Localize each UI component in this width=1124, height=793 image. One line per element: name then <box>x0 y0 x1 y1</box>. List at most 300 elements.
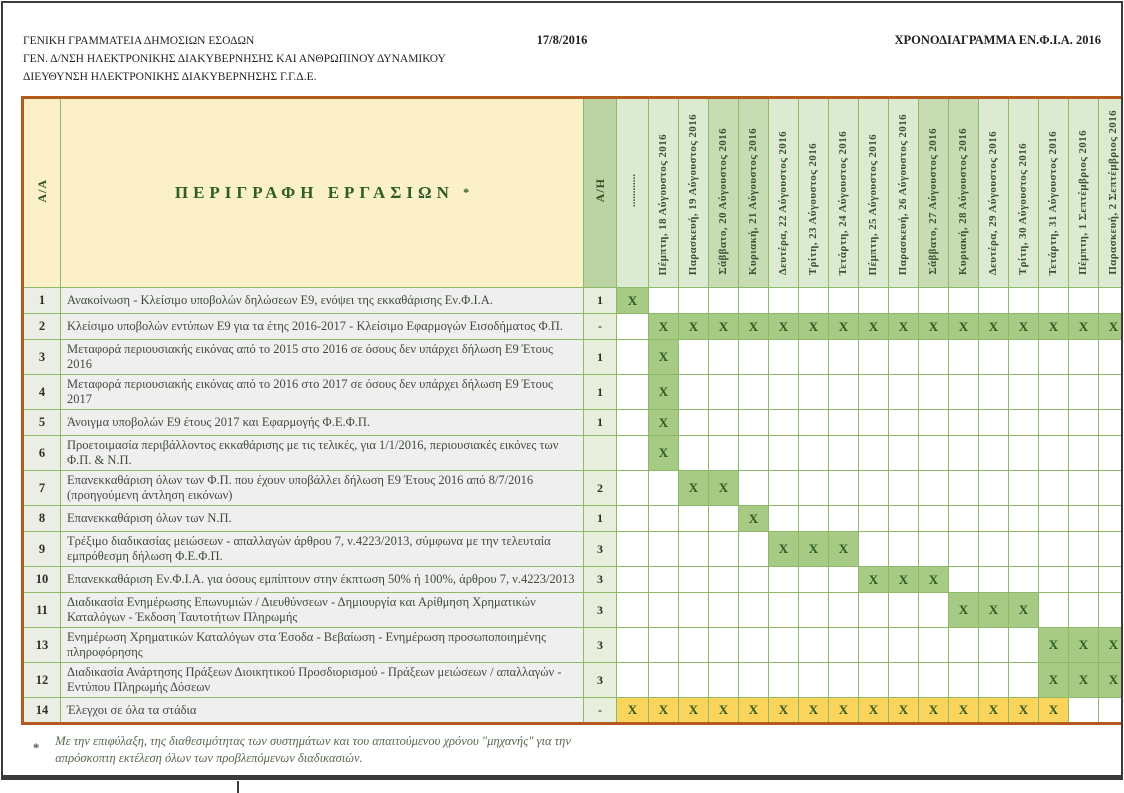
day-cell-marked: X <box>649 698 679 724</box>
day-cell-marked: X <box>949 698 979 724</box>
day-column-label: Δευτέρα, 22 Αύγουστος 2016 <box>777 130 789 275</box>
document-date: 17/8/2016 <box>536 33 588 47</box>
day-cell-marked: X <box>679 314 709 340</box>
day-column-label: Πέμπτη, 25 Αύγουστος 2016 <box>867 133 879 275</box>
day-cell <box>1009 567 1039 593</box>
day-cell <box>769 663 799 698</box>
day-cell-marked: X <box>799 532 829 567</box>
day-cell <box>739 410 769 436</box>
column-header-row <box>23 98 1124 288</box>
day-cell-marked: X <box>1039 663 1069 698</box>
day-cell-marked: X <box>919 567 949 593</box>
day-cell-marked: X <box>1009 314 1039 340</box>
document-page <box>1 1 1123 780</box>
day-cell <box>1069 532 1099 567</box>
day-cell <box>617 375 649 410</box>
day-cell <box>799 471 829 506</box>
day-cell-marked: X <box>679 471 709 506</box>
day-cell <box>709 567 739 593</box>
day-cell-marked: X <box>1099 314 1124 340</box>
task-row <box>23 628 1124 663</box>
task-row <box>23 471 1124 506</box>
day-cell <box>1099 410 1124 436</box>
day-cell <box>1099 340 1124 375</box>
day-cell <box>679 628 709 663</box>
day-cell-marked: X <box>889 567 919 593</box>
day-cell <box>859 375 889 410</box>
day-cell <box>679 506 709 532</box>
day-cell <box>1009 340 1039 375</box>
day-column-header <box>739 98 769 288</box>
day-cell <box>1009 471 1039 506</box>
day-cell <box>1009 375 1039 410</box>
day-cell <box>919 663 949 698</box>
day-cell <box>709 593 739 628</box>
day-cell <box>679 567 709 593</box>
day-cell <box>979 532 1009 567</box>
day-cell <box>1069 410 1099 436</box>
day-cell <box>919 628 949 663</box>
day-column-header <box>979 98 1009 288</box>
day-cell <box>919 471 949 506</box>
day-cell <box>829 567 859 593</box>
day-cell-marked: X <box>617 288 649 314</box>
day-cell <box>1099 436 1124 471</box>
day-cell <box>1009 628 1039 663</box>
day-cell-marked: X <box>649 410 679 436</box>
day-cell <box>617 471 649 506</box>
day-cell <box>1069 506 1099 532</box>
day-cell-marked: X <box>649 340 679 375</box>
day-cell-marked: X <box>949 314 979 340</box>
day-cell <box>859 288 889 314</box>
schedule-table <box>21 96 1123 725</box>
day-cell <box>1069 471 1099 506</box>
day-cell <box>799 628 829 663</box>
ah-cell: - <box>584 314 617 340</box>
day-column-label: Τρίτη, 30 Αύγουστος 2016 <box>1017 142 1029 275</box>
task-desc-cell: Διαδικασία Ενημέρωσης Επωνυμιών / Διευθύνσεων - Δημιουργία και Αρίθμηση Χρηματικών Καταλόγων - Έκδοση Ταυτοτήτων Πληρωμής <box>61 593 584 628</box>
task-desc-cell: Μεταφορά περιουσιακής εικόνας από το 2016 στο 2017 σε όσους δεν υπάρχει δήλωση Ε9 Έτους 2017 <box>61 375 584 410</box>
day-cell <box>1069 436 1099 471</box>
day-cell <box>739 532 769 567</box>
day-column-header <box>949 98 979 288</box>
day-cell <box>1099 506 1124 532</box>
task-desc-cell: Ενημέρωση Χρηματικών Καταλόγων στα Έσοδα - Βεβαίωση - Ενημέρωση προσωποποιημένης πληροφόρησης <box>61 628 584 663</box>
day-cell <box>949 288 979 314</box>
day-cell-marked: X <box>889 698 919 724</box>
ah-cell: 1 <box>584 288 617 314</box>
day-cell-marked: X <box>979 314 1009 340</box>
day-cell <box>769 410 799 436</box>
day-cell-marked: X <box>859 567 889 593</box>
day-cell <box>829 436 859 471</box>
task-desc-cell: Επανεκκαθάριση όλων των Φ.Π. που έχουν υποβάλλει δήλωση Ε9 Έτους 2016 από 8/7/2016 (προηγούμενη άντληση εικόνων) <box>61 471 584 506</box>
day-cell <box>679 410 709 436</box>
day-column-label: Παρασκευή, 19 Αύγουστος 2016 <box>687 113 699 275</box>
day-cell <box>919 436 949 471</box>
day-column-header <box>829 98 859 288</box>
day-cell <box>617 506 649 532</box>
ah-cell: 3 <box>584 567 617 593</box>
day-cell <box>739 628 769 663</box>
day-cell-marked: X <box>709 471 739 506</box>
day-cell-marked: X <box>829 532 859 567</box>
task-desc-cell: Μεταφορά περιουσιακής εικόνας από το 2015 στο 2016 σε όσους δεν υπάρχει δήλωση Ε9 Έτους 2016 <box>61 340 584 375</box>
day-cell-marked: X <box>889 314 919 340</box>
day-cell-marked: X <box>1099 663 1124 698</box>
day-cell <box>949 628 979 663</box>
day-cell <box>649 567 679 593</box>
day-column-label: Πέμπτη, 18 Αύγουστος 2016 <box>657 133 669 275</box>
task-row <box>23 506 1124 532</box>
day-cell <box>859 663 889 698</box>
day-cell <box>617 410 649 436</box>
ah-cell: 1 <box>584 375 617 410</box>
day-column-header <box>1039 98 1069 288</box>
day-cell <box>829 340 859 375</box>
day-cell-marked: X <box>769 314 799 340</box>
day-column-label: Κυριακή, 28 Αύγουστος 2016 <box>957 127 969 275</box>
day-column-label: Σάββατο, 20 Αύγουστος 2016 <box>717 128 729 275</box>
day-cell-marked: X <box>1039 314 1069 340</box>
day-cell <box>769 593 799 628</box>
day-cell <box>829 593 859 628</box>
day-cell-marked: X <box>979 698 1009 724</box>
day-cell <box>1039 288 1069 314</box>
day-cell <box>889 471 919 506</box>
day-cell <box>979 375 1009 410</box>
day-cell-marked: X <box>649 375 679 410</box>
day-cell <box>859 593 889 628</box>
day-cell <box>617 567 649 593</box>
day-column-header <box>649 98 679 288</box>
footnote-star: * <box>33 741 40 755</box>
day-cell <box>769 340 799 375</box>
day-cell-marked: X <box>829 314 859 340</box>
day-cell <box>679 663 709 698</box>
day-cell <box>617 532 649 567</box>
task-desc-cell: Επανεκκαθάριση Εν.Φ.Ι.Α. για όσους εμπίπτουν στην έκπτωση 50% ή 100%, άρθρου 7, ν.4223/2013 <box>61 567 584 593</box>
task-row <box>23 340 1124 375</box>
day-cell <box>709 288 739 314</box>
day-cell-marked: X <box>919 314 949 340</box>
day-cell <box>617 593 649 628</box>
task-number-cell: 12 <box>23 663 61 698</box>
day-cell-marked: X <box>1009 698 1039 724</box>
day-cell <box>739 593 769 628</box>
day-column-header <box>799 98 829 288</box>
day-cell <box>649 628 679 663</box>
task-row <box>23 532 1124 567</box>
day-column-label: Δευτέρα, 29 Αύγουστος 2016 <box>987 130 999 275</box>
dotted-column-header <box>617 98 649 288</box>
day-cell <box>1009 663 1039 698</box>
day-cell <box>709 663 739 698</box>
day-cell <box>889 340 919 375</box>
day-cell <box>919 410 949 436</box>
day-cell <box>799 288 829 314</box>
day-cell <box>617 628 649 663</box>
day-cell <box>1069 698 1099 724</box>
day-cell <box>1099 471 1124 506</box>
description-column-title <box>62 183 582 203</box>
day-cell <box>799 567 829 593</box>
footnote <box>33 733 643 767</box>
day-cell <box>949 471 979 506</box>
day-cell <box>1039 375 1069 410</box>
day-column-label: Τετάρτη, 31 Αύγουστος 2016 <box>1047 130 1059 275</box>
day-cell-marked: X <box>949 593 979 628</box>
day-cell <box>829 471 859 506</box>
day-cell <box>1039 532 1069 567</box>
day-cell <box>799 375 829 410</box>
day-cell <box>979 410 1009 436</box>
day-cell <box>949 532 979 567</box>
day-cell <box>649 663 679 698</box>
schedule-table-head <box>23 98 1124 288</box>
day-cell <box>649 288 679 314</box>
day-cell <box>1009 506 1039 532</box>
day-cell <box>1009 288 1039 314</box>
day-cell <box>949 567 979 593</box>
day-cell-marked: X <box>1039 698 1069 724</box>
schedule-table-wrap <box>21 96 1123 725</box>
day-cell <box>617 436 649 471</box>
day-cell <box>649 506 679 532</box>
task-desc-cell: Έλεγχοι σε όλα τα στάδια <box>61 698 584 724</box>
day-cell <box>889 375 919 410</box>
day-cell <box>979 471 1009 506</box>
task-row <box>23 314 1124 340</box>
day-column-header <box>769 98 799 288</box>
day-cell <box>829 375 859 410</box>
day-cell <box>919 340 949 375</box>
ah-cell: 1 <box>584 506 617 532</box>
day-cell-marked: X <box>649 436 679 471</box>
day-cell <box>679 532 709 567</box>
day-column-label: Παρασκευή, 26 Αύγουστος 2016 <box>897 113 909 275</box>
day-cell <box>679 593 709 628</box>
day-cell <box>1039 593 1069 628</box>
day-column-label: Σάββατο, 27 Αύγουστος 2016 <box>927 128 939 275</box>
day-cell <box>1099 698 1124 724</box>
task-desc-cell: Ανακοίνωση - Κλείσιμο υποβολών δηλώσεων Ε9, ενόψει της εκκαθάρισης Εν.Φ.Ι.Α. <box>61 288 584 314</box>
day-cell-marked: X <box>1009 593 1039 628</box>
day-cell <box>739 340 769 375</box>
day-cell <box>709 340 739 375</box>
letterhead-line-1: ΓΕΝΙΚΗ ΓΡΑΜΜΑΤΕΙΑ ΔΗΜΟΣΙΩΝ ΕΣΟΔΩΝ <box>23 35 255 47</box>
ah-column-label: Α/Η <box>593 178 607 203</box>
day-cell-marked: X <box>859 314 889 340</box>
day-cell-marked: X <box>799 314 829 340</box>
day-cell <box>1099 288 1124 314</box>
day-cell <box>769 375 799 410</box>
day-column-label: Πέμπτη, 1 Σεπτέμβριος 2016 <box>1077 130 1089 275</box>
task-number-cell: 13 <box>23 628 61 663</box>
day-cell <box>979 628 1009 663</box>
day-cell <box>859 340 889 375</box>
day-cell <box>889 593 919 628</box>
day-cell <box>799 663 829 698</box>
day-cell <box>919 532 949 567</box>
day-cell <box>979 340 1009 375</box>
task-desc-cell: Διαδικασία Ανάρτησης Πράξεων Διοικητικού Προσδιορισμού - Πράξεων μειώσεων / απαλλαγών - Εντύπου Πληρωμής Δόσεων <box>61 663 584 698</box>
day-cell-marked: X <box>1069 628 1099 663</box>
day-cell <box>829 506 859 532</box>
day-column-header <box>1069 98 1099 288</box>
day-cell-marked: X <box>1069 314 1099 340</box>
day-cell <box>1099 375 1124 410</box>
day-cell <box>949 410 979 436</box>
day-cell <box>739 567 769 593</box>
day-column-header <box>1009 98 1039 288</box>
day-cell <box>769 436 799 471</box>
task-number-cell: 4 <box>23 375 61 410</box>
task-number-cell: 1 <box>23 288 61 314</box>
day-cell-marked: X <box>739 506 769 532</box>
task-desc-cell: Κλείσιμο υποβολών εντύπων Ε9 για τα έτης 2016-2017 - Κλείσιμο Εφαρμογών Εισοδήματος Φ.Π. <box>61 314 584 340</box>
day-cell-marked: X <box>859 698 889 724</box>
day-cell <box>739 375 769 410</box>
day-cell <box>979 506 1009 532</box>
day-cell <box>1009 410 1039 436</box>
day-column-label: Τρίτη, 23 Αύγουστος 2016 <box>807 142 819 275</box>
day-cell <box>859 436 889 471</box>
day-cell <box>1069 375 1099 410</box>
day-cell <box>709 436 739 471</box>
day-cell <box>949 375 979 410</box>
day-cell <box>1039 436 1069 471</box>
day-cell <box>799 593 829 628</box>
day-cell-marked: X <box>709 698 739 724</box>
day-column-header <box>679 98 709 288</box>
day-cell-marked: X <box>1099 628 1124 663</box>
day-column-header <box>919 98 949 288</box>
description-title-text: ΠΕΡΙΓΡΑΦΗ ΕΡΓΑΣΙΩΝ <box>174 183 454 202</box>
description-title-star: * <box>463 185 470 199</box>
day-cell-marked: X <box>829 698 859 724</box>
task-row <box>23 663 1124 698</box>
day-cell <box>739 663 769 698</box>
letterhead-line-2: ΓΕΝ. Δ/ΝΣΗ ΗΛΕΚΤΡΟΝΙΚΗΣ ΔΙΑΚΥΒΕΡΝΗΣΗΣ ΚΑΙ ΑΝΘΡΩΠΙΝΟΥ ΔΥΝΑΜΙΚΟΥ <box>23 52 446 65</box>
task-row <box>23 375 1124 410</box>
ah-cell: 3 <box>584 663 617 698</box>
day-cell <box>739 436 769 471</box>
day-cell <box>1069 340 1099 375</box>
task-number-cell: 2 <box>23 314 61 340</box>
day-cell <box>1069 288 1099 314</box>
day-cell <box>649 471 679 506</box>
day-cell-marked: X <box>617 698 649 724</box>
day-cell <box>919 375 949 410</box>
day-cell <box>1069 593 1099 628</box>
task-desc-cell: Επανεκκαθάριση όλων των Ν.Π. <box>61 506 584 532</box>
day-cell <box>799 410 829 436</box>
day-cell <box>889 288 919 314</box>
day-cell-marked: X <box>799 698 829 724</box>
day-cell <box>709 506 739 532</box>
day-cell <box>649 593 679 628</box>
task-table-body <box>23 288 1124 724</box>
day-cell-marked: X <box>739 698 769 724</box>
day-cell <box>617 663 649 698</box>
day-cell <box>709 375 739 410</box>
task-desc-cell: Προετοιμασία περιβάλλοντος εκκαθάρισης με τις τελικές, για 1/1/2016, περιουσιακές εικόνες των Φ.Π. & Ν.Π. <box>61 436 584 471</box>
day-cell <box>709 628 739 663</box>
day-cell <box>709 532 739 567</box>
day-cell <box>799 340 829 375</box>
day-cell <box>739 288 769 314</box>
day-cell-marked: X <box>739 314 769 340</box>
letterhead-line-3: ΔΙΕΥΘΥΝΣΗ ΗΛΕΚΤΡΟΝΙΚΗΣ ΔΙΑΚΥΒΕΡΝΗΣΗΣ Γ.Γ.Δ.Ε. <box>23 70 317 83</box>
day-column-label: Τετάρτη, 24 Αύγουστος 2016 <box>837 130 849 275</box>
day-cell <box>1039 471 1069 506</box>
task-row <box>23 698 1124 724</box>
ah-cell: 3 <box>584 532 617 567</box>
day-cell <box>1099 532 1124 567</box>
task-row <box>23 593 1124 628</box>
day-cell-marked: X <box>769 698 799 724</box>
day-cell <box>979 663 1009 698</box>
day-cell <box>859 628 889 663</box>
day-cell <box>739 471 769 506</box>
day-column-label: Παρασκευή, 2 Σεπτέμβριος 2016 <box>1107 110 1119 275</box>
task-number-cell: 6 <box>23 436 61 471</box>
day-column-label: Κυριακή, 21 Αύγουστος 2016 <box>747 127 759 275</box>
day-cell <box>769 471 799 506</box>
day-cell <box>979 288 1009 314</box>
day-cell <box>679 436 709 471</box>
day-cell-marked: X <box>1039 628 1069 663</box>
ah-cell: - <box>584 698 617 724</box>
day-cell <box>919 593 949 628</box>
task-row <box>23 410 1124 436</box>
day-column-header <box>1099 98 1124 288</box>
ah-cell: 1 <box>584 410 617 436</box>
day-cell <box>979 567 1009 593</box>
day-cell <box>859 532 889 567</box>
day-cell <box>1009 436 1039 471</box>
task-row <box>23 436 1124 471</box>
day-cell <box>889 506 919 532</box>
day-cell <box>769 506 799 532</box>
day-cell <box>949 506 979 532</box>
task-number-cell: 11 <box>23 593 61 628</box>
day-cell <box>769 567 799 593</box>
day-cell-marked: X <box>979 593 1009 628</box>
day-cell <box>649 532 679 567</box>
day-column-header <box>889 98 919 288</box>
day-cell <box>829 628 859 663</box>
ah-cell: 3 <box>584 593 617 628</box>
day-column-header <box>709 98 739 288</box>
day-cell-marked: X <box>919 698 949 724</box>
footnote-text: Με την επιφύλαξη, της διαθεσιμότητας των συστημάτων και του απαιτούμενου χρόνου "μηχανής" για την απρόσκοπτη εκτέλεση όλων των προβλεπόμενων διαδικασιών. <box>55 734 571 765</box>
day-cell <box>889 436 919 471</box>
day-cell <box>1009 532 1039 567</box>
day-cell <box>949 436 979 471</box>
day-cell-marked: X <box>1069 663 1099 698</box>
ah-cell: 1 <box>584 340 617 375</box>
day-cell <box>979 436 1009 471</box>
task-desc-cell: Τρέξιμο διαδικασίας μειώσεων - απαλλαγών άρθρου 7, ν.4223/2013, σύμφωνα με την τελευταία εμπρόθεσμη δήλωση Φ.Ε.Φ.Π. <box>61 532 584 567</box>
day-cell <box>1099 567 1124 593</box>
day-cell-marked: X <box>649 314 679 340</box>
task-number-cell: 14 <box>23 698 61 724</box>
day-cell <box>889 532 919 567</box>
day-cell <box>889 663 919 698</box>
